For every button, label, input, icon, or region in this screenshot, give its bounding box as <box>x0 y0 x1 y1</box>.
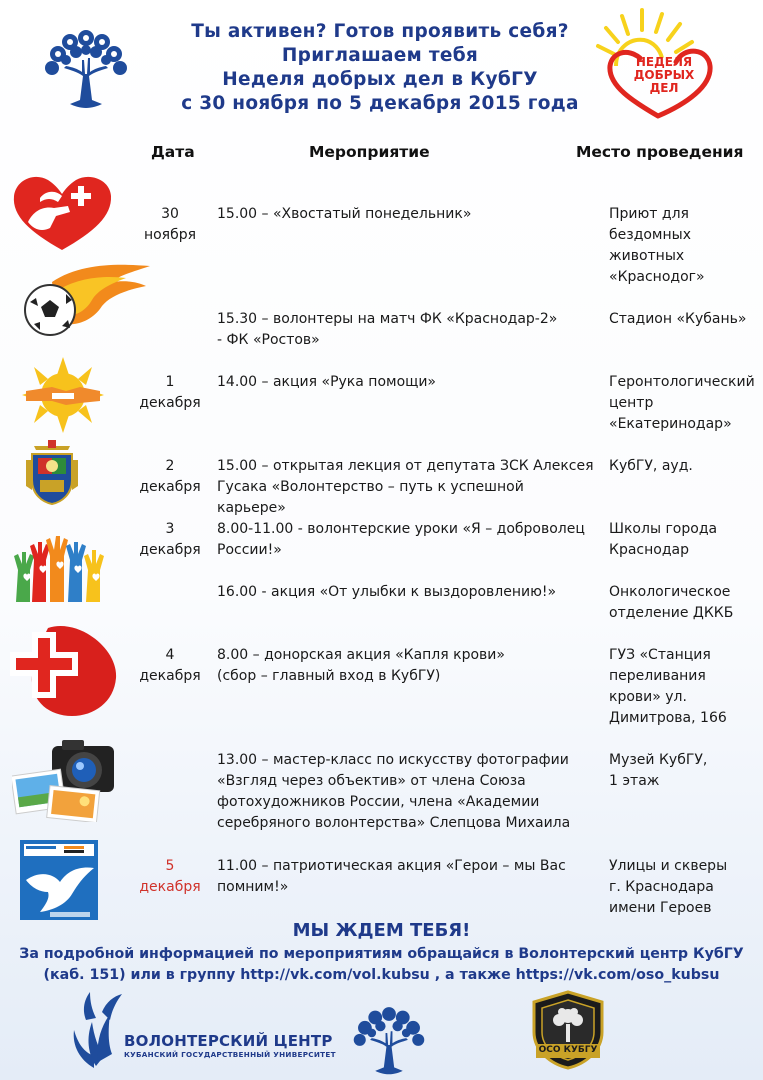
row-place <box>609 519 759 561</box>
volunteer-center-name <box>124 1032 336 1059</box>
event-line: 15.30 – волонтеры на матч ФК «Краснодар-2» <box>217 311 558 327</box>
header-date: Дата <box>151 143 195 161</box>
row-place <box>609 309 759 330</box>
place-line: г. Краснодара <box>609 879 714 895</box>
row-place <box>609 645 759 729</box>
event-line: 8.00-11.00 - волонтерские уроки «Я – доброволец <box>217 521 585 537</box>
date-day: 4 <box>165 647 175 663</box>
row-event <box>217 456 597 519</box>
krasnodar-coat-of-arms-icon <box>24 440 80 506</box>
event-line: 8.00 – донорская акция «Капля крови» <box>217 647 505 663</box>
date-month: декабря <box>139 479 201 495</box>
row-event <box>217 204 587 225</box>
page-title <box>160 20 600 116</box>
row-place <box>609 204 759 288</box>
row-event <box>217 856 587 898</box>
we-wait-for-you: МЫ ЖДЕМ ТЕБЯ! <box>292 920 471 941</box>
date-day: 5 <box>165 858 175 874</box>
contact-line: (каб. 151) или в группу http://vk.com/vol.kubsu , а также https://vk.com/oso_kubsu <box>43 967 720 983</box>
event-line: 16.00 - акция «От улыбки к выздоровлению!» <box>217 584 557 600</box>
place-line: 1 этаж <box>609 773 660 789</box>
shield-tree-icon <box>528 990 608 1070</box>
title-line: Приглашаем тебя <box>281 45 479 66</box>
event-line: 15.00 – открытая лекция от депутата ЗСК Алексея <box>217 458 594 474</box>
header-place: Место проведения <box>576 143 744 161</box>
row-date <box>125 372 215 414</box>
title-line: Ты активен? Готов проявить себя? <box>191 21 569 42</box>
logo-text-line: ДОБРЫХ <box>633 68 695 82</box>
vc-sub: КУБАНСКИЙ ГОСУДАРСТВЕННЫЙ УНИВЕРСИТЕТ <box>124 1050 336 1059</box>
place-line: «Екатеринодар» <box>609 416 732 432</box>
place-line: КубГУ, ауд. <box>609 458 693 474</box>
event-line: 13.00 – мастер-класс по искусству фотографии <box>217 752 569 768</box>
logo-text-line: ДЕЛ <box>649 81 679 95</box>
row-event <box>217 309 587 351</box>
place-line: имени Героев <box>609 900 712 916</box>
row-event <box>217 519 587 561</box>
row-event <box>217 372 587 393</box>
heart-hands-icon <box>10 172 115 252</box>
place-line: Краснодар <box>609 542 689 558</box>
event-line: России!» <box>217 542 282 558</box>
place-line: Стадион «Кубань» <box>609 311 747 327</box>
row-place <box>609 750 759 792</box>
tree-logo-icon <box>40 24 132 110</box>
event-line: 11.00 – патриотическая акция «Герои – мы Вас <box>217 858 566 874</box>
place-line: центр <box>609 395 654 411</box>
row-date <box>125 856 215 898</box>
event-line: (сбор – главный вход в КубГУ) <box>217 668 441 684</box>
row-date <box>125 645 215 687</box>
tree-logo-icon <box>346 1002 432 1076</box>
volunteer-center-logo-icon <box>66 990 126 1068</box>
fire-soccer-ball-icon <box>22 262 152 338</box>
place-line: Онкологическое <box>609 584 731 600</box>
good-deeds-week-logo <box>594 6 724 126</box>
event-line: «Взгляд через объектив» от члена Союза <box>217 773 526 789</box>
date-day: 1 <box>165 374 175 390</box>
row-place <box>609 582 759 624</box>
event-line: 14.00 – акция «Рука помощи» <box>217 374 436 390</box>
header-event: Мероприятие <box>309 143 430 161</box>
row-date <box>125 456 215 498</box>
place-line: крови» ул. <box>609 689 687 705</box>
date-day: 30 <box>161 206 179 222</box>
event-line: Гусака «Волонтерство – путь к успешной карьере» <box>217 479 524 516</box>
place-line: переливания <box>609 668 706 684</box>
event-line: серебряного волонтерства» Слепцова Михаила <box>217 815 571 831</box>
event-line: помним!» <box>217 879 289 895</box>
helping-hand-sun-icon <box>22 357 104 433</box>
date-month: ноября <box>143 227 197 243</box>
row-date <box>125 204 215 246</box>
place-line: Приют для <box>609 206 689 222</box>
date-month: декабря <box>139 879 201 895</box>
row-event <box>217 645 587 687</box>
blood-drop-cross-icon <box>8 618 120 718</box>
oso-text: ОСО КУБГУ <box>538 1045 598 1055</box>
row-event <box>217 750 587 834</box>
row-place <box>609 456 759 477</box>
place-line: Музей КубГУ, <box>609 752 708 768</box>
date-month: декабря <box>139 542 201 558</box>
event-line: - ФК «Ростов» <box>217 332 320 348</box>
logo-text-line: НЕДЕЛЯ <box>635 55 693 69</box>
event-line: фотохудожников России, члена «Академии <box>217 794 540 810</box>
place-line: Геронтологический <box>609 374 755 390</box>
camera-photos-icon <box>12 736 116 822</box>
place-line: Улицы и скверы <box>609 858 728 874</box>
place-line: ГУЗ «Станция <box>609 647 711 663</box>
place-line: бездомных <box>609 227 691 243</box>
date-month: декабря <box>139 668 201 684</box>
raised-hands-icon <box>10 530 110 602</box>
title-line: Неделя добрых дел в КубГУ <box>222 69 538 90</box>
date-month: декабря <box>139 395 201 411</box>
date-day: 2 <box>165 458 175 474</box>
row-date <box>125 519 215 561</box>
event-line: 15.00 – «Хвостатый понедельник» <box>217 206 472 222</box>
place-line: Школы города <box>609 521 718 537</box>
title-line: с 30 ноября по 5 декабря 2015 года <box>181 93 579 114</box>
place-line: отделение ДККБ <box>609 605 734 621</box>
oso-kubgu-emblem <box>528 990 608 1070</box>
vc-name: ВОЛОНТЕРСКИЙ ЦЕНТР <box>124 1032 333 1050</box>
row-place <box>609 372 759 435</box>
place-line: «Краснодог» <box>609 269 705 285</box>
row-event <box>217 582 587 603</box>
contact-info <box>10 944 753 986</box>
date-day: 3 <box>165 521 175 537</box>
place-line: Димитрова, 166 <box>609 710 727 726</box>
row-place <box>609 856 759 919</box>
place-line: животных <box>609 248 685 264</box>
victory-dove-poster-icon <box>20 840 98 920</box>
contact-line: За подробной информацией по мероприятиям обращайся в Волонтерский центр КубГУ <box>19 946 744 962</box>
